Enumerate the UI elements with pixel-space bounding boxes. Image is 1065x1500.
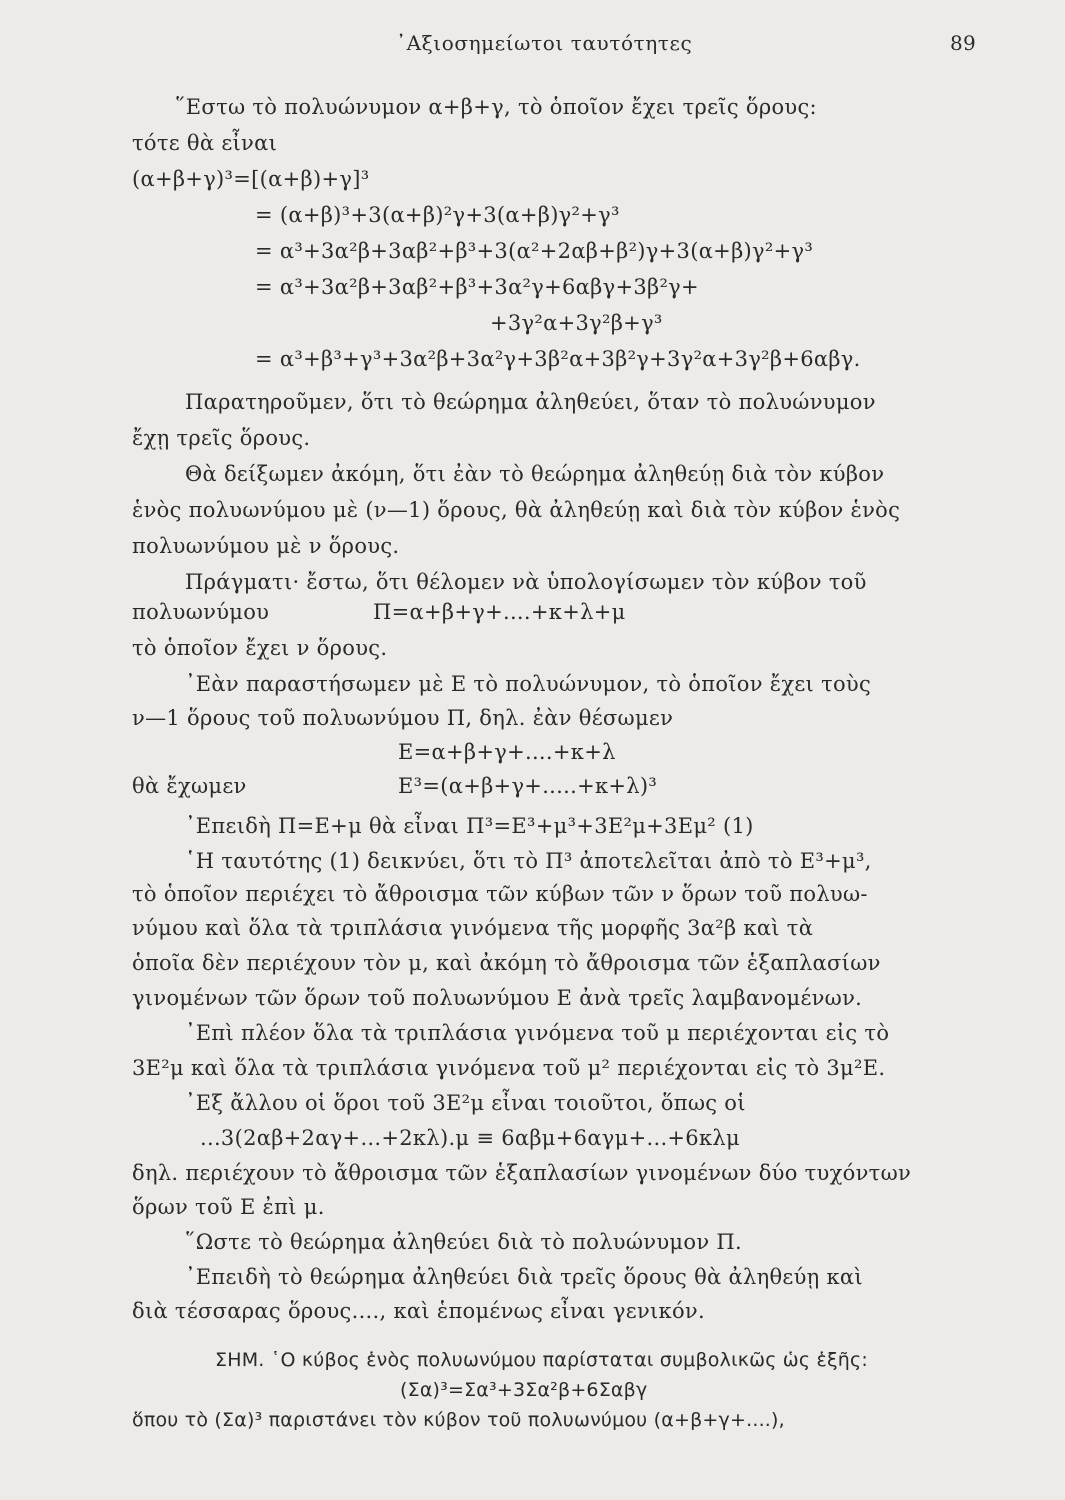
text-line: ὁποῖα δὲν περιέχουν τὸν μ, καὶ ἀκόμη τὸ ἄθροισμα τῶν ἑξαπλασίων [132, 951, 881, 975]
note-formula: (Σα)³=Σα³+3Σα²β+6Σαβγ [400, 1379, 648, 1401]
text-line: διὰ τέσσαρας ὅρους...., καὶ ἑπομένως εἶναι γενικόν. [132, 1299, 705, 1323]
note-line: ΣΗΜ. ῾Ο κύβος ἑνὸς πολυωνύμου παρίσταται συμβολικῶς ὡς ἑξῆς: [215, 1349, 868, 1371]
equation-line: = α³+3α²β+3αβ²+β³+3α²γ+6αβγ+3β²γ+ [255, 275, 699, 299]
text-line: ἔχῃ τρεῖς ὅρους. [132, 426, 311, 450]
equation-line: = (α+β)³+3(α+β)²γ+3(α+β)γ²+γ³ [255, 203, 620, 227]
text-line: ᾿Εὰν παραστήσωμεν μὲ Ε τὸ πολυώνυμον, τὸ ὁποῖον ἔχει τοὺς [185, 672, 872, 696]
text-line: ᾿Επειδὴ τὸ θεώρημα ἀληθεύει διὰ τρεῖς ὅρους θὰ ἀληθεύῃ καὶ [185, 1265, 863, 1289]
text-line: ὅρων τοῦ Ε ἐπὶ μ. [132, 1195, 325, 1219]
equation-line: +3γ²α+3γ²β+γ³ [490, 311, 663, 335]
running-header-title: ᾿Αξιοσημείωτοι ταυτότητες [396, 31, 693, 55]
equation-line: ᾿Επειδὴ Π=Ε+μ θὰ εἶναι Π³=Ε³+μ³+3Ε²μ+3Εμ² (1) [185, 814, 754, 838]
note-line: ὅπου τὸ (Σα)³ παριστάνει τὸν κύβον τοῦ πολυωνύμου (α+β+γ+....), [132, 1409, 785, 1431]
page-number: 89 [950, 31, 977, 55]
text-line: Θὰ δείξωμεν ἀκόμη, ὅτι ἐὰν τὸ θεώρημα ἀληθεύῃ διὰ τὸν κύβον [185, 462, 885, 486]
text-line: Παρατηροῦμεν, ὅτι τὸ θεώρημα ἀληθεύει, ὅταν τὸ πολυώνυμον [185, 390, 876, 414]
text-line: πολυωνύμου μὲ ν ὅρους. [132, 534, 400, 558]
text-line: νύμου καὶ ὅλα τὰ τριπλάσια γινόμενα τῆς μορφῆς 3α²β καὶ τὰ [132, 916, 814, 940]
equation-line: Ε=α+β+γ+....+κ+λ [398, 740, 616, 764]
text-line: γινομένων τῶν ὅρων τοῦ πολυωνύμου Ε ἀνὰ τρεῖς λαμβανομένων. [132, 986, 863, 1010]
text-line: ῞Εστω τὸ πολυώνυμον α+β+γ, τὸ ὁποῖον ἔχει τρεῖς ὅρους: [175, 95, 817, 119]
text-line: τότε θὰ εἶναι [132, 131, 278, 155]
text-line: ν—1 ὅρους τοῦ πολυωνύμου Π, δηλ. ἐὰν θέσωμεν [132, 706, 674, 730]
equation-line: Π=α+β+γ+....+κ+λ+μ [373, 600, 626, 624]
text-line: θὰ ἔχωμεν [132, 774, 247, 798]
text-line: 3Ε²μ καὶ ὅλα τὰ τριπλάσια γινόμενα τοῦ μ² περιέχονται εἰς τὸ 3μ²Ε. [132, 1056, 886, 1080]
text-line: ᾿Εξ ἄλλου οἱ ὅροι τοῦ 3Ε²μ εἶναι τοιοῦτοι, ὅπως οἱ [185, 1091, 746, 1115]
equation-line: (α+β+γ)³=[(α+β)+γ]³ [132, 167, 370, 191]
equation-line: Ε³=(α+β+γ+.....+κ+λ)³ [398, 774, 658, 798]
text-line: ἑνὸς πολυωνύμου μὲ (ν—1) ὅρους, θὰ ἀληθεύῃ καὶ διὰ τὸν κύβον ἑνὸς [132, 498, 901, 522]
equation-line: = α³+3α²β+3αβ²+β³+3(α²+2αβ+β²)γ+3(α+β)γ²+γ³ [255, 239, 814, 263]
text-line: ῞Ωστε τὸ θεώρημα ἀληθεύει διὰ τὸ πολυώνυμον Π. [185, 1230, 742, 1254]
text-line: ῾Η ταυτότης (1) δεικνύει, ὅτι τὸ Π³ ἀποτελεῖται ἀπὸ τὸ Ε³+μ³, [185, 849, 872, 873]
text-line: δηλ. περιέχουν τὸ ἄθροισμα τῶν ἑξαπλασίων γινομένων δύο τυχόντων [132, 1161, 912, 1185]
text-line: Πράγματι· ἔστω, ὅτι θέλομεν νὰ ὑπολογίσωμεν τὸν κύβον τοῦ [185, 570, 867, 594]
text-line: τὸ ὁποῖον ἔχει ν ὅρους. [132, 636, 388, 660]
equation-line: ...3(2αβ+2αγ+...+2κλ).μ ≡ 6αβμ+6αγμ+...+6κλμ [200, 1126, 740, 1150]
text-line: ᾿Επὶ πλέον ὅλα τὰ τριπλάσια γινόμενα τοῦ μ περιέχονται εἰς τὸ [185, 1021, 890, 1045]
text-line: τὸ ὁποῖον περιέχει τὸ ἄθροισμα τῶν κύβων τῶν ν ὅρων τοῦ πολυω- [132, 882, 868, 906]
text-line: πολυωνύμου [132, 600, 270, 624]
equation-line: = α³+β³+γ³+3α²β+3α²γ+3β²α+3β²γ+3γ²α+3γ²β+6αβγ. [255, 347, 861, 371]
